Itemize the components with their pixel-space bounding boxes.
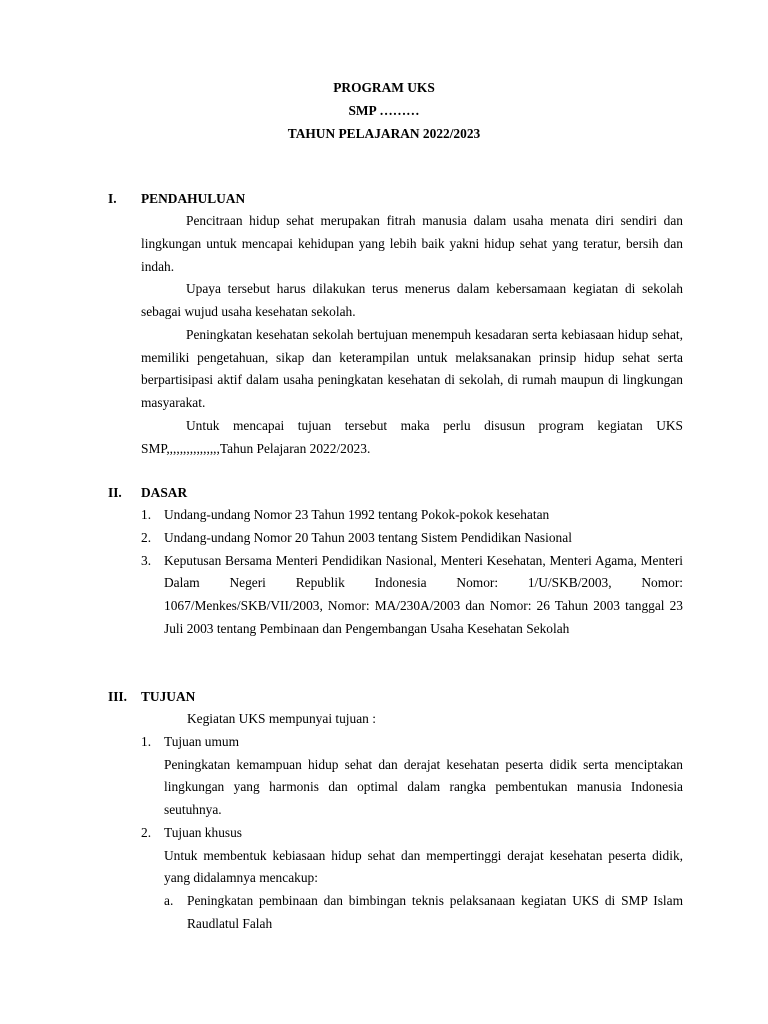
list-item-text: Undang-undang Nomor 20 Tahun 2003 tentang Sistem Pendidikan Nasional — [164, 529, 572, 545]
list-item — [0, 550, 768, 641]
tujuan-khusus-text: Untuk membentuk kebiasaan hidup sehat dan mempertinggi derajat kesehatan peserta didik, yang didalamnya mencakup: — [164, 847, 683, 886]
list-marker: 2. — [141, 529, 152, 545]
section-number: II. — [108, 485, 122, 500]
section-number: I. — [108, 191, 117, 206]
tujuan-umum-text: Peningkatan kemampuan hidup sehat dan derajat kesehatan peserta didik serta menciptakan lingkungan yang harmonis dan optimal dalam rangka pembentukan manusia Indonesia seutuhnya. — [164, 756, 683, 817]
title-school: SMP ……… — [348, 103, 420, 118]
section-intro: Kegiatan UKS mempunyai tujuan : — [187, 711, 376, 726]
section-pendahuluan — [0, 187, 768, 460]
list-item — [0, 527, 768, 550]
list-marker: 2. — [141, 824, 152, 840]
sub-list-marker: a. — [164, 893, 174, 908]
list-item-tujuan-khusus — [0, 822, 768, 845]
list-item — [0, 504, 768, 527]
paragraph: Peningkatan kesehatan sekolah bertujuan menempuh kesadaran serta kebiasaan hidup sehat, memiliki pengetahuan, sikap dan keterampilan untuk melaksanakan prinsip hidup sehat serta berpartisipasi aktif dalam usaha peningkatan kesehatan di sekolah, di rumah maupun di lingkungan masyarakat. — [141, 326, 683, 410]
list-marker: 3. — [141, 552, 152, 568]
list-marker: 1. — [141, 507, 152, 522]
section-title: TUJUAN — [141, 689, 196, 704]
paragraph: Pencitraan hidup sehat merupakan fitrah manusia dalam usaha menata diri sendiri dan lingkungan untuk mencapai kehidupan yang lebih baik yakni hidup sehat yang teratur, bersih dan indah. — [141, 213, 683, 274]
list-item-title: Tujuan khusus — [164, 824, 243, 840]
section-title: PENDAHULUAN — [141, 191, 246, 206]
section-title: DASAR — [141, 485, 188, 500]
section-heading — [0, 685, 768, 708]
list-marker: 1. — [141, 733, 152, 749]
sub-list-item-text: Peningkatan pembinaan dan bimbingan teknis pelaksanaan kegiatan UKS di SMP Islam Raudlatul Falah — [187, 893, 683, 931]
paragraph: Untuk mencapai tujuan tersebut maka perlu disusun program kegiatan UKS SMP,,,,,,,,,,,,,,,,Tahun Pelajaran 2022/2023. — [141, 417, 683, 456]
section-heading — [0, 481, 768, 504]
paragraph: Upaya tersebut harus dilakukan terus menerus dalam kebersamaan kegiatan di sekolah sebagai wujud usaha kesehatan sekolah. — [141, 281, 683, 319]
title-academic-year: TAHUN PELAJARAN 2022/2023 — [287, 126, 481, 141]
section-tujuan — [0, 685, 768, 936]
sub-list-item — [0, 890, 768, 936]
section-dasar — [0, 481, 768, 641]
document-title-block — [0, 76, 768, 145]
section-heading — [0, 187, 768, 210]
list-item-title: Tujuan umum — [164, 733, 240, 749]
title-program-uks: PROGRAM UKS — [333, 80, 435, 95]
list-item-text: Keputusan Bersama Menteri Pendidikan Nasional, Menteri Kesehatan, Menteri Agama, Menteri Dalam Negeri Republik Indonesia Nomor: 1/U/SKB/2003, Nomor: 1067/Menkes/SKB/VII/2003, Nomor: MA/230A/2003 dan Nomor: 26 Tahun 2003 tanggal 23 Juli 2003 tentang Pembinaan dan Pengembangan Usaha Kesehatan Sekolah — [164, 552, 683, 636]
list-item-text: Undang-undang Nomor 23 Tahun 1992 tentang Pokok-pokok kesehatan — [164, 507, 550, 522]
list-item-tujuan-umum — [0, 731, 768, 754]
section-number: III. — [108, 689, 127, 704]
